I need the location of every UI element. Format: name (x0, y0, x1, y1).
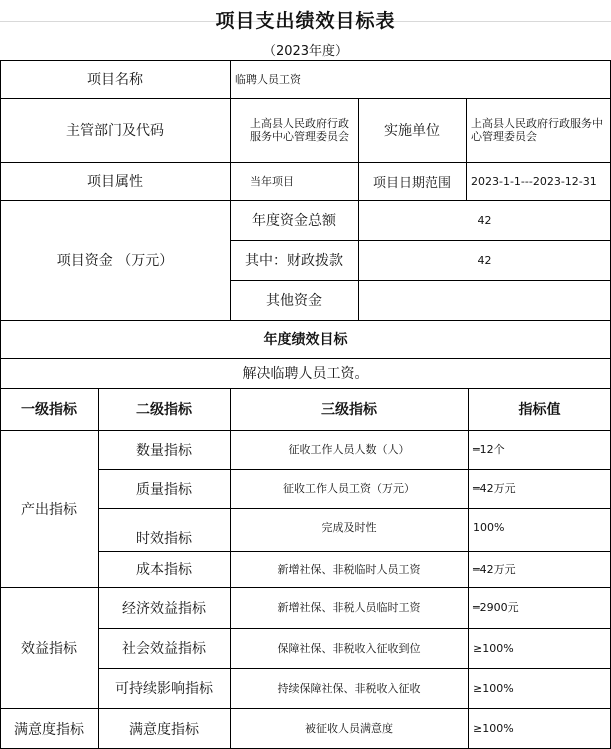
indicator-level3: 征收工作人员工资（万元） (283, 482, 415, 495)
border-line (230, 388, 231, 749)
header-level1: 一级指标 (21, 402, 77, 418)
indicator-level2: 成本指标 (136, 562, 192, 578)
funds-total-label: 年度资金总额 (252, 213, 336, 229)
indicator-level2: 质量指标 (136, 481, 192, 498)
border-line (98, 469, 611, 470)
header-level3: 三级指标 (321, 402, 377, 418)
border-line (0, 162, 611, 163)
indicator-value: 100% (473, 521, 505, 534)
indicator-value: ≥100% (473, 681, 514, 695)
indicator-level2: 可持续影响指标 (115, 681, 213, 697)
funds-total-value: 42 (477, 213, 492, 227)
impl-unit-label: 实施单位 (384, 123, 440, 139)
border-line (230, 280, 611, 281)
border-line (0, 587, 611, 588)
border-line (0, 708, 611, 709)
group-output-label: 产出指标 (21, 501, 77, 518)
border-line (98, 628, 611, 629)
annual-goal-text: 解决临聘人员工资。 (242, 366, 369, 382)
border-line (98, 508, 611, 509)
funds-fiscal-label: 其中：财政拨款 (245, 253, 343, 269)
header-value: 指标值 (518, 402, 561, 418)
indicator-value: ≥100% (473, 722, 514, 735)
funds-fiscal-value: 42 (477, 253, 492, 267)
border-line (230, 60, 231, 320)
border-line (468, 388, 469, 749)
border-line (0, 358, 611, 359)
funds-other-value (358, 280, 611, 320)
indicator-level2: 满意度指标 (129, 721, 199, 738)
indicator-level2: 经济效益指标 (122, 600, 206, 617)
border-line (466, 98, 467, 200)
attribute-value: 当年项目 (250, 174, 294, 188)
indicator-level3: 保障社保、非税收入征收到位 (277, 641, 421, 655)
border-line (0, 98, 611, 99)
border-line (0, 430, 611, 431)
date-range-value: 2023-1-1---2023-12-31 (471, 174, 597, 188)
indicator-level3: 持续保障社保、非税收入征收 (277, 681, 421, 695)
border-line (0, 60, 1, 749)
indicator-level2: 时效指标 (136, 531, 192, 547)
indicator-level3: 被征收人员满意度 (305, 722, 393, 735)
indicator-level3: 完成及时性 (321, 521, 377, 534)
dept-label: 主管部门及代码 (66, 123, 164, 139)
indicator-value: ═42万元 (473, 562, 516, 576)
border-line (98, 668, 611, 669)
indicator-level3: 征收工作人员人数（人） (288, 443, 410, 456)
year-label: （2023年度） (262, 43, 349, 59)
border-line (0, 320, 611, 321)
indicator-value: ═2900元 (473, 601, 519, 614)
indicator-value: ═42万元 (473, 482, 516, 495)
border-line (0, 200, 611, 201)
indicator-level2: 社会效益指标 (122, 641, 206, 657)
date-range-label: 项目日期范围 (372, 175, 451, 191)
project-name-label: 项目名称 (87, 72, 143, 88)
project-name-value: 临聘人员工资 (235, 72, 301, 86)
dept-value: 上高县人民政府行政服务中心管理委员会 (250, 117, 349, 143)
annual-goal-heading: 年度绩效目标 (263, 332, 348, 348)
group-benefit-label: 效益指标 (21, 640, 77, 657)
group-satisfaction-label: 满意度指标 (14, 721, 84, 738)
indicator-level2: 数量指标 (136, 442, 192, 459)
funds-label: 项目资金 （万元） (56, 253, 174, 269)
border-line (98, 388, 99, 749)
border-line (0, 60, 611, 61)
indicator-value: ≥100% (473, 641, 514, 655)
sheet-title: 项目支出绩效目标表 (215, 9, 396, 32)
indicator-value: ═12个 (473, 443, 505, 456)
indicator-level3: 新增社保、非税人员临时工资 (277, 601, 421, 614)
border-line (98, 551, 611, 552)
header-level2: 二级指标 (136, 402, 192, 418)
border-line (230, 240, 611, 241)
border-line (358, 98, 359, 320)
border-line (0, 388, 611, 389)
attribute-label: 项目属性 (87, 174, 143, 190)
indicator-level3: 新增社保、非税临时人员工资 (277, 562, 421, 576)
impl-unit-value: 上高县人民政府行政服务中心管理委员会 (471, 117, 603, 143)
funds-other-label: 其他资金 (266, 293, 322, 309)
